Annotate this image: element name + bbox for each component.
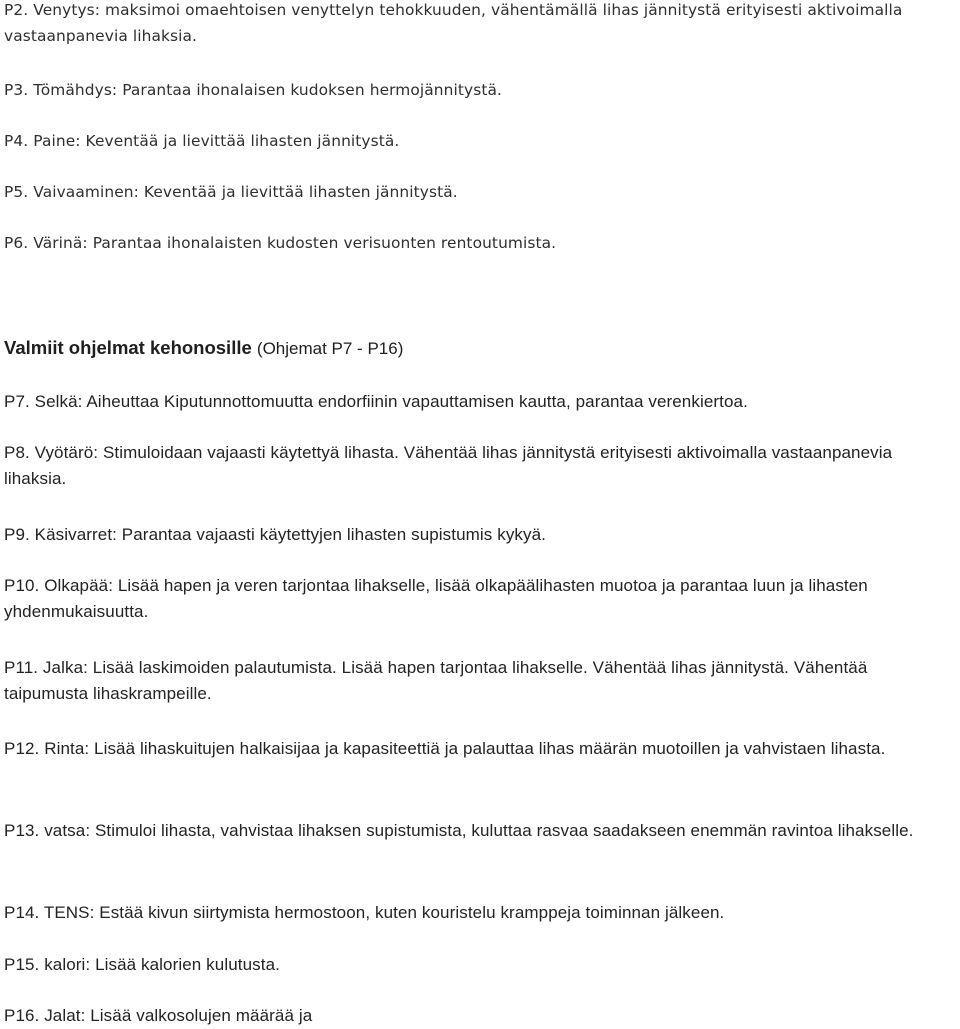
program-p4-description: P4. Paine: Keventää ja lievittää lihasten jännitystä. (4, 132, 400, 150)
program-p13-description: P13. vatsa: Stimuloi lihasta, vahvistaa lihaksen supistumista, kuluttaa rasvaa saadakseen enemmän ravintoa lihakselle. (4, 821, 914, 840)
program-p2-description: P2. Venytys: maksimoi omaehtoisen venyttelyn tehokkuuden, vähentämällä lihas jännitystä erityisesti aktivoimalla vastaanpanevia lihaksia. (4, 1, 903, 45)
section-heading (4, 335, 403, 362)
program-p14-description: P14. TENS: Estää kivun siirtymista hermostoon, kuten kouristelu kramppeja toiminnan jälkeen. (4, 903, 725, 922)
program-p11-description: P11. Jalka: Lisää laskimoiden palautumista. Lisää hapen tarjontaa lihakselle. Vähentää lihas jännitystä. Vähentää taipumusta lihaskrampeille. (4, 658, 868, 703)
program-p9-description: P9. Käsivarret: Parantaa vajaasti käytettyjen lihasten supistumis kykyä. (4, 525, 547, 544)
program-p6-description: P6. Värinä: Parantaa ihonalaisten kudosten verisuonten rentoutumista. (4, 234, 557, 252)
program-p15-description: P15. kalori: Lisää kalorien kulutusta. (4, 955, 280, 974)
program-p8-description: P8. Vyötärö: Stimuloidaan vajaasti käytettyä lihasta. Vähentää lihas jännitystä erityisesti aktivoimalla vastaanpanevia lihaksia. (4, 443, 893, 488)
program-p7-description: P7. Selkä: Aiheuttaa Kiputunnottomuutta endorfiinin vapauttamisen kautta, parantaa verenkiertoa. (4, 392, 748, 411)
program-p12-description: P12. Rinta: Lisää lihaskuitujen halkaisijaa ja kapasiteettiä ja palauttaa lihas määrän muotoillen ja vahvistaen lihasta. (4, 739, 886, 758)
program-p5-description: P5. Vaivaaminen: Keventää ja lievittää lihasten jännitystä. (4, 183, 458, 201)
program-p16-description: P16. Jalat: Lisää valkosolujen määrää ja (4, 1006, 313, 1025)
section-heading-title: Valmiit ohjelmat kehonosille (4, 337, 252, 358)
section-heading-range: (Ohjemat P7 - P16) (256, 339, 404, 358)
program-p10-description: P10. Olkapää: Lisää hapen ja veren tarjontaa lihakselle, lisää olkapäälihasten muotoa ja parantaa luun ja lihasten yhdenmukaisuutta. (4, 576, 868, 621)
program-p3-description: P3. Tömähdys: Parantaa ihonalaisen kudoksen hermojännitystä. (4, 81, 503, 99)
